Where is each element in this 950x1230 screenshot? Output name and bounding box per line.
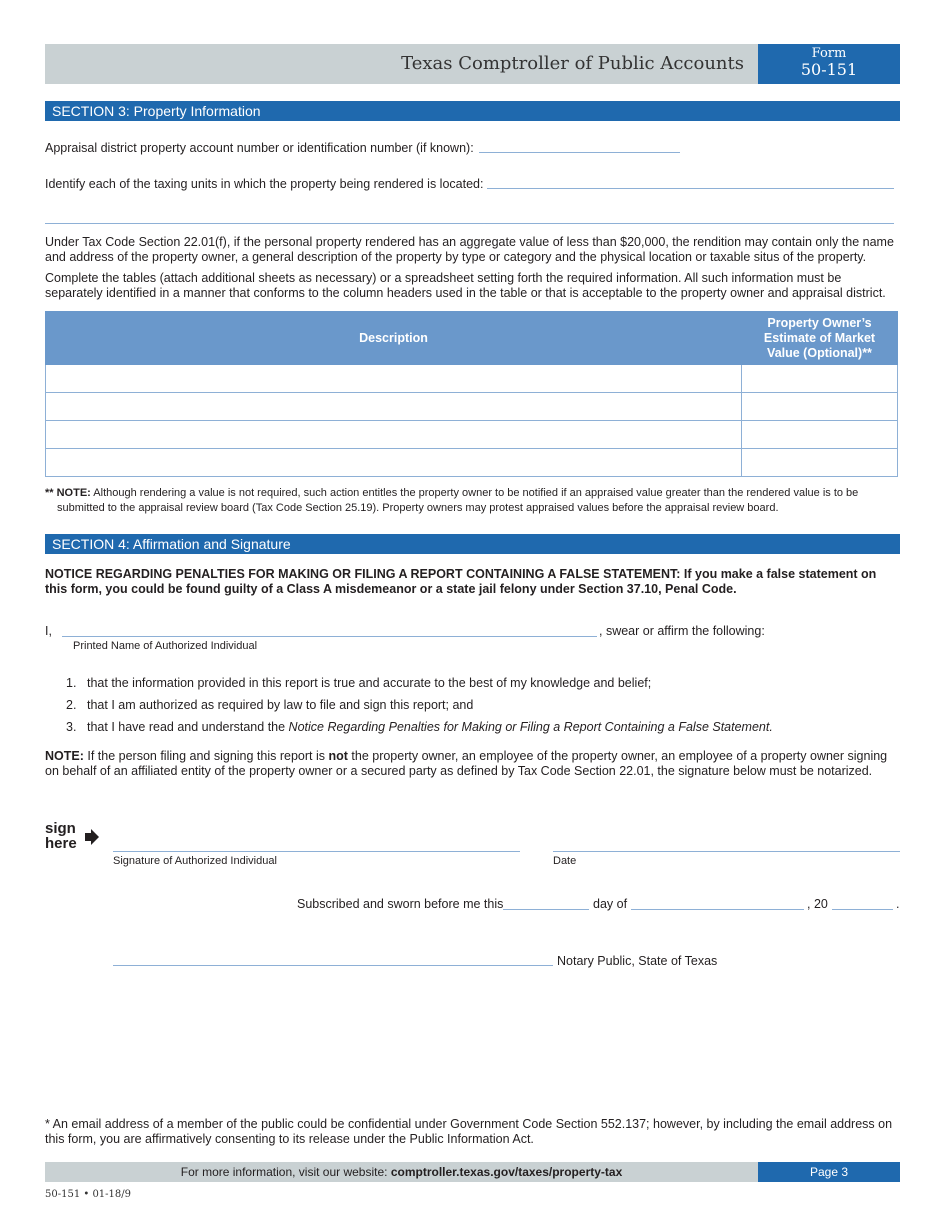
description-column-header: Description [46,312,742,365]
affirmation-item-2: 2. that I am authorized as required by law to file and sign this report; and [66,698,474,712]
date-label: Date [553,855,577,867]
agency-title: Texas Comptroller of Public Accounts [401,53,744,74]
taxing-units-field-line2[interactable] [45,223,894,224]
description-cell[interactable] [46,365,742,393]
i-label: I, [45,624,52,638]
table-row [46,365,898,393]
market-value-cell[interactable] [742,449,898,477]
sworn-day-field[interactable] [503,909,589,910]
sign-arrow-icon [85,829,99,845]
property-table [45,311,898,477]
affirmation-item-1: 1. that the information provided in this report is true and accurate to the best of my knowledge and belief; [66,676,652,690]
swear-text: , swear or affirm the following: [599,624,765,638]
market-value-cell[interactable] [742,393,898,421]
footer-bar [45,1162,758,1182]
form-number-box [758,44,900,84]
table-row [46,421,898,449]
market-value-cell[interactable] [742,421,898,449]
market-value-column-header: Property Owner’s Estimate of Market Value (Optional)** [742,312,898,365]
market-value-cell[interactable] [742,365,898,393]
form-number: 50-151 [800,60,858,79]
page-number: Page 3 [758,1162,900,1182]
sign-here-marker: sign here [45,820,77,852]
section4-title: SECTION 4: Affirmation and Signature [45,534,900,554]
revision-code: 50-151 • 01-18/9 [45,1189,132,1200]
table-row [46,449,898,477]
form-label: Form [811,46,847,61]
sworn-text: Subscribed and sworn before me this [297,897,504,911]
account-number-label: Appraisal district property account number or identification number (if known): [45,141,474,155]
penalty-notice: NOTICE REGARDING PENALTIES FOR MAKING OR FILING A REPORT CONTAINING A FALSE STATEMENT: If you make a false statement on this form, you could be found guilty of a Class A misdemeanor or a state jail felony under Section 37.10, Penal Code. [45,567,877,596]
printed-name-field[interactable] [62,636,597,637]
table-row [46,393,898,421]
value-note-label: ** NOTE: [45,487,91,499]
account-number-field[interactable] [479,152,680,153]
signature-label: Signature of Authorized Individual [113,855,277,867]
notary-label: Notary Public, State of Texas [557,954,718,968]
notarization-note: NOTE: If the person filing and signing this report is not the property owner, an employee of the property owner, an employee of a property owner signing on behalf of an affiliated entity of the property owner or a secured party as defined by Tax Code Section 22.01, the signature below must be notarized. [45,749,888,778]
affirmation-item-3: 3. that I have read and understand the Notice Regarding Penalties for Making or Filing a Report Containing a False Statement. [66,720,773,734]
taxing-units-label: Identify each of the taxing units in which the property being rendered is located: [45,177,484,191]
value-note-text: Although rendering a value is not required, such action entitles the property owner to be notified if an appraised value greater than the rendered value is to be submitted to the appraisal review board (Tax Code Section 25.19). Property owners may protest appraised values before the appraisal review board. [57,487,859,514]
sworn-year-field[interactable] [832,909,893,910]
description-cell[interactable] [46,421,742,449]
value-note [45,486,887,516]
tables-instruction-paragraph: Complete the tables (attach additional sheets as necessary) or a spreadsheet setting forth the required information. All such information must be separately identified in a manner that conforms to the column headers used in the table or that is acceptable to the property owner and appraisal district. [45,271,886,300]
footer-website-link[interactable]: comptroller.texas.gov/taxes/property-tax [390,1165,623,1179]
printed-name-label: Printed Name of Authorized Individual [73,640,258,652]
table-header-row [46,312,898,365]
notary-signature-field[interactable] [113,965,553,966]
sworn-period: . [896,897,900,911]
description-cell[interactable] [46,449,742,477]
rendition-paragraph: Under Tax Code Section 22.01(f), if the personal property rendered has an aggregate value of less than $20,000, the rendition may contain only the name and address of the property owner, a general description of the property by type or category and the physical location or taxable situs of the property. [45,235,894,264]
taxing-units-field[interactable] [487,188,894,189]
email-footnote: * An email address of a member of the public could be confidential under Government Code Section 552.137; however, by including the email address on this form, you are affirmatively consenting to its release under the Public Information Act. [45,1117,893,1146]
year-prefix: , 20 [807,897,828,911]
footer-info-text: For more information, visit our website: [180,1165,391,1179]
section3-title: SECTION 3: Property Information [45,101,900,121]
day-of-text: day of [593,897,628,911]
sworn-month-field[interactable] [631,909,804,910]
description-cell[interactable] [46,393,742,421]
date-field[interactable] [553,851,900,852]
signature-field[interactable] [113,851,520,852]
